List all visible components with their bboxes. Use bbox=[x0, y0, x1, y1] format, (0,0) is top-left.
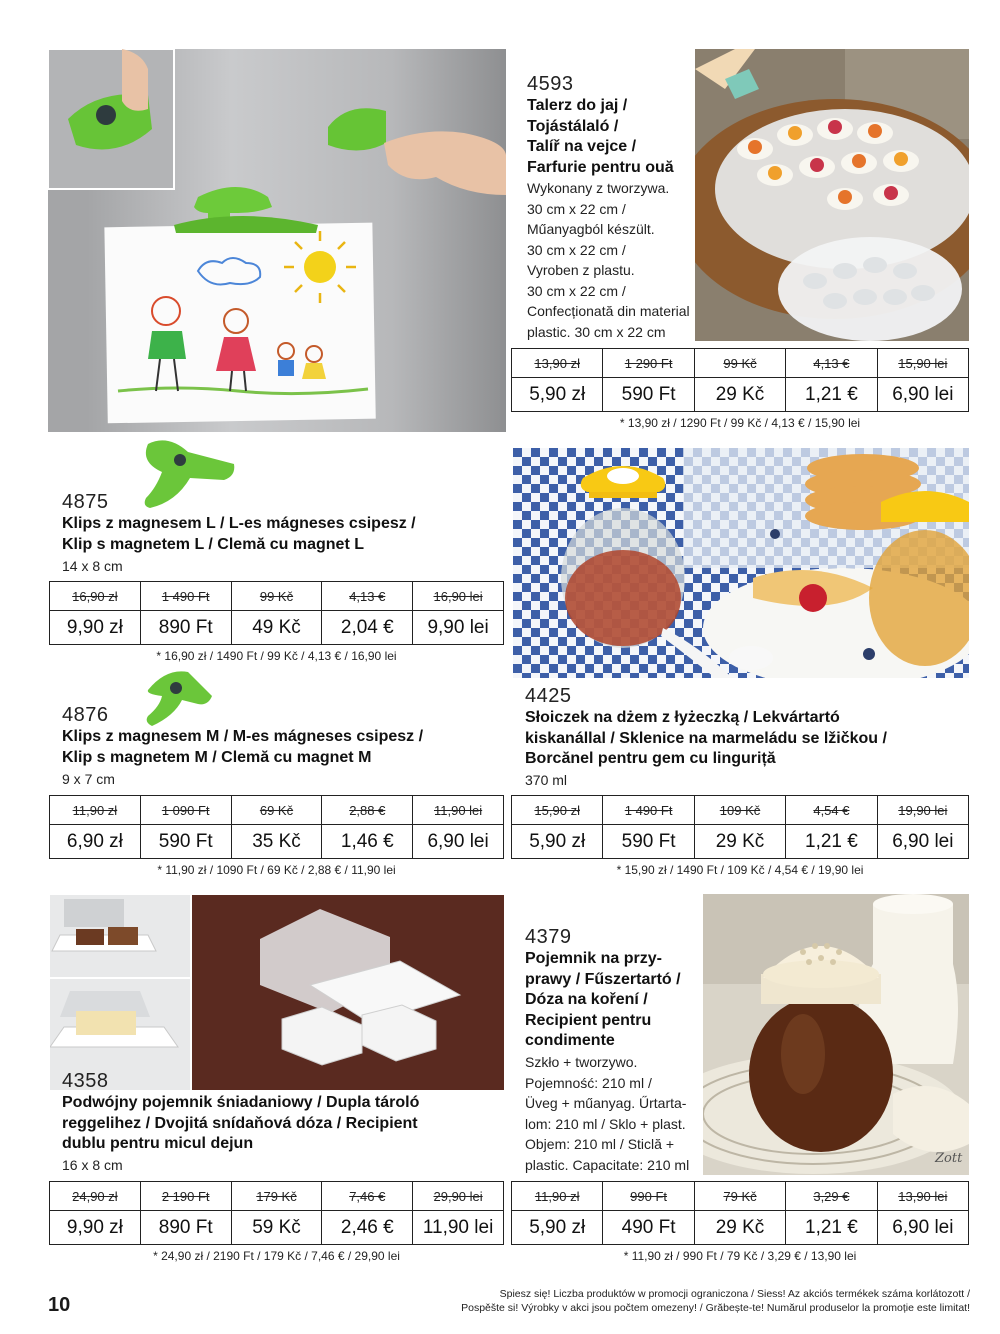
product-title bbox=[527, 96, 697, 178]
old-price: 16,90 zł bbox=[72, 588, 118, 604]
new-price-row bbox=[50, 1211, 503, 1244]
desc-line: Wykonany z tworzywa. bbox=[527, 180, 670, 196]
desc-line: Vyroben z plastu. bbox=[527, 262, 635, 278]
old-price-cell bbox=[231, 1182, 322, 1210]
clip-l-photo bbox=[140, 434, 240, 514]
old-price: 99 Kč bbox=[723, 355, 757, 371]
old-price-row bbox=[50, 582, 503, 611]
old-price: 1 090 Ft bbox=[161, 802, 210, 818]
new-price-cell bbox=[50, 825, 140, 858]
new-price: 9,90 zł bbox=[66, 616, 123, 638]
product-title bbox=[62, 514, 502, 555]
new-price: 1,21 € bbox=[805, 830, 858, 852]
product-description bbox=[62, 1155, 123, 1176]
new-price-row bbox=[512, 1211, 968, 1244]
price-note: * 15,90 zł / 1490 Ft / 109 Kč / 4,54 € / 19,90 lei bbox=[616, 863, 864, 877]
old-price: 16,90 lei bbox=[433, 588, 483, 604]
old-price-cell bbox=[785, 349, 876, 377]
old-price: 79 Kč bbox=[723, 1188, 757, 1204]
new-price-cell bbox=[877, 825, 968, 858]
new-price: 490 Ft bbox=[621, 1216, 676, 1238]
old-price: 2,88 € bbox=[349, 802, 386, 818]
new-price-row bbox=[50, 825, 503, 858]
price-note: * 16,90 zł / 1490 Ft / 99 Kč / 4,13 € / 16,90 lei bbox=[156, 649, 397, 663]
title-line: Talíř na vejce / bbox=[527, 138, 637, 155]
old-price-row bbox=[50, 1182, 503, 1211]
new-price-row bbox=[512, 825, 968, 858]
price-note: * 11,90 zł / 1090 Ft / 69 Kč / 2,88 € / 11,90 lei bbox=[157, 863, 396, 877]
desc-line: 30 cm x 22 cm / bbox=[527, 282, 626, 299]
title-line: prawy / Fűszertartó / bbox=[525, 970, 681, 988]
title-line: Recipient pentru bbox=[525, 1011, 652, 1029]
old-price: 15,90 lei bbox=[898, 355, 948, 371]
new-price-cell bbox=[140, 611, 231, 644]
title-line: Słoiczek na dżem z łyżeczką / Lekvártartó bbox=[525, 709, 840, 726]
new-price-cell bbox=[512, 1211, 602, 1244]
old-price: 179 Kč bbox=[256, 1188, 297, 1204]
product-description bbox=[527, 178, 697, 342]
title-line: dublu pentru micul dejun bbox=[62, 1135, 254, 1152]
desc-line: 30 cm x 22 cm / bbox=[527, 200, 626, 217]
new-price: 2,04 € bbox=[340, 616, 394, 638]
clip-m-photo bbox=[142, 668, 218, 730]
desc-line: Pojemność: 210 ml / bbox=[525, 1074, 652, 1091]
title-line: Klips z magnesem L / L-es mágneses csipesz / bbox=[62, 515, 416, 532]
old-price-row bbox=[512, 349, 968, 378]
old-price: 7,46 € bbox=[349, 1188, 386, 1204]
old-price-cell bbox=[602, 1182, 693, 1210]
new-price-row bbox=[512, 378, 968, 411]
old-price-cell bbox=[694, 349, 785, 377]
new-price: 5,90 zł bbox=[529, 383, 586, 405]
new-price: 1,21 € bbox=[805, 383, 858, 405]
new-price: 49 Kč bbox=[252, 616, 301, 638]
new-price-cell bbox=[321, 611, 412, 644]
old-price-cell bbox=[512, 796, 602, 824]
product-code: 4358 bbox=[62, 1070, 109, 1092]
new-price: 1,21 € bbox=[805, 1216, 858, 1238]
title-line: Borcănel pentru gem cu linguriță bbox=[525, 750, 776, 767]
old-price-cell bbox=[412, 582, 503, 610]
desc-line: 30 cm x 22 cm / bbox=[527, 241, 626, 258]
price-note: * 24,90 zł / 2190 Ft / 179 Kč / 7,46 € / 29,90 lei bbox=[153, 1249, 400, 1263]
new-price-cell bbox=[694, 1211, 785, 1244]
product-title bbox=[62, 727, 502, 768]
old-price-cell bbox=[602, 349, 693, 377]
price-note: * 13,90 zł / 1290 Ft / 99 Kč / 4,13 € / 15,90 lei bbox=[619, 416, 861, 430]
new-price: 35 Kč bbox=[252, 830, 301, 852]
new-price-cell bbox=[50, 611, 140, 644]
desc-line: Confecționată din material bbox=[527, 303, 690, 319]
old-price: 15,90 zł bbox=[534, 802, 580, 818]
old-price: 1 290 Ft bbox=[624, 355, 673, 371]
old-price-cell bbox=[140, 1182, 231, 1210]
old-price-row bbox=[512, 1182, 968, 1211]
desc-line: Objem: 210 ml / Sticlă + bbox=[525, 1136, 675, 1152]
title-line: Klips z magnesem M / M-es mágneses csipesz / bbox=[62, 728, 424, 745]
old-price-cell bbox=[512, 349, 602, 377]
old-price-cell bbox=[877, 349, 968, 377]
new-price-cell bbox=[512, 825, 602, 858]
old-price-cell bbox=[321, 582, 412, 610]
desc-line: 9 x 7 cm bbox=[62, 771, 115, 787]
old-price-cell bbox=[321, 1182, 412, 1210]
desc-line: 14 x 8 cm bbox=[62, 558, 123, 574]
new-price-cell bbox=[694, 378, 785, 411]
title-line: Klip s magnetem M / Clemă cu magnet M bbox=[62, 748, 372, 766]
title-line: Podwójny pojemnik śniadaniowy / Dupla tároló bbox=[62, 1094, 420, 1111]
new-price: 29 Kč bbox=[715, 830, 765, 852]
old-price-cell bbox=[785, 1182, 876, 1210]
old-price-cell bbox=[50, 1182, 140, 1210]
price-table bbox=[511, 348, 969, 412]
product-code: 4876 bbox=[62, 704, 109, 726]
footer-line: Pospěšte si! Výrobky v akci jsou počtem omezeny! / Grăbește-te! Numărul produselor la promoție este limitat! bbox=[461, 1302, 970, 1314]
desc-line: 370 ml bbox=[525, 772, 568, 788]
new-price: 6,90 zł bbox=[66, 830, 123, 852]
new-price-cell bbox=[694, 825, 785, 858]
new-price: 590 Ft bbox=[621, 383, 676, 405]
new-price-row bbox=[50, 611, 503, 644]
old-price: 1 490 Ft bbox=[624, 802, 673, 818]
old-price-cell bbox=[50, 796, 140, 824]
old-price-cell bbox=[512, 1182, 602, 1210]
product-code: 4593 bbox=[527, 73, 574, 95]
desc-line: 16 x 8 cm bbox=[62, 1157, 123, 1173]
new-price: 6,90 lei bbox=[892, 1216, 954, 1238]
new-price: 2,46 € bbox=[340, 1216, 394, 1238]
new-price: 890 Ft bbox=[158, 1216, 213, 1238]
old-price-cell bbox=[140, 796, 231, 824]
old-price: 13,90 lei bbox=[898, 1188, 948, 1204]
new-price-cell bbox=[231, 825, 322, 858]
page-number: 10 bbox=[48, 1294, 71, 1316]
old-price: 4,13 € bbox=[349, 588, 386, 604]
product-title bbox=[525, 949, 705, 1052]
old-price: 29,90 lei bbox=[433, 1188, 483, 1204]
old-price-cell bbox=[412, 796, 503, 824]
product-title bbox=[62, 1093, 502, 1155]
title-line: Tojástálaló / bbox=[527, 117, 619, 135]
new-price-cell bbox=[602, 378, 693, 411]
old-price: 11,90 zł bbox=[534, 1188, 580, 1204]
new-price: 29 Kč bbox=[715, 1216, 765, 1238]
new-price-cell bbox=[321, 825, 412, 858]
old-price-row bbox=[512, 796, 968, 825]
new-price-cell bbox=[140, 1211, 231, 1244]
old-price: 4,54 € bbox=[813, 802, 850, 818]
title-line: Pojemnik na przy- bbox=[525, 950, 662, 967]
old-price: 69 Kč bbox=[259, 802, 294, 818]
old-price-cell bbox=[140, 582, 231, 610]
product-description bbox=[62, 556, 123, 577]
new-price-cell bbox=[50, 1211, 140, 1244]
new-price: 5,90 zł bbox=[529, 830, 586, 852]
old-price-cell bbox=[602, 796, 693, 824]
product-description bbox=[62, 769, 115, 790]
product-title bbox=[525, 708, 965, 770]
title-line: Farfurie pentru ouă bbox=[527, 158, 674, 176]
bottle-label: Zott bbox=[935, 1151, 963, 1166]
desc-line: plastic. Capacitate: 210 ml bbox=[525, 1156, 690, 1173]
old-price: 1 490 Ft bbox=[161, 588, 210, 604]
title-line: kiskanállal / Sklenice na marmeládu se lžičkou / bbox=[525, 729, 887, 747]
new-price-cell bbox=[785, 1211, 876, 1244]
magnetic-clips-photo bbox=[48, 49, 506, 432]
new-price: 29 Kč bbox=[715, 383, 765, 405]
footer-line: Spiesz się! Liczba produktów w promocji ograniczona / Siess! Az akciós termékek száma korlátozott / bbox=[499, 1288, 970, 1300]
new-price-cell bbox=[602, 825, 693, 858]
new-price: 11,90 lei bbox=[422, 1216, 494, 1238]
desc-line: plastic. 30 cm x 22 cm bbox=[527, 323, 666, 340]
old-price: 11,90 lei bbox=[433, 802, 483, 818]
footer-disclaimer bbox=[410, 1287, 970, 1315]
product-code: 4875 bbox=[62, 491, 109, 513]
old-price-cell bbox=[231, 582, 322, 610]
old-price: 24,90 zł bbox=[72, 1188, 118, 1204]
new-price-cell bbox=[412, 825, 503, 858]
new-price-cell bbox=[412, 611, 503, 644]
new-price-cell bbox=[512, 378, 602, 411]
new-price: 9,90 zł bbox=[66, 1216, 123, 1238]
product-description bbox=[525, 770, 567, 791]
old-price-cell bbox=[785, 796, 876, 824]
old-price-cell bbox=[412, 1182, 503, 1210]
new-price: 6,90 lei bbox=[892, 383, 954, 405]
old-price: 19,90 lei bbox=[898, 802, 948, 818]
jam-jar-photo bbox=[513, 448, 969, 678]
old-price: 11,90 zł bbox=[72, 802, 118, 818]
title-line: condimente bbox=[525, 1032, 615, 1049]
egg-plate-photo bbox=[695, 49, 969, 341]
new-price-cell bbox=[877, 378, 968, 411]
desc-line: Üveg + műanyag. Űrtarta- bbox=[525, 1095, 687, 1111]
breakfast-container-photo bbox=[50, 895, 504, 1090]
new-price-cell bbox=[412, 1211, 503, 1244]
old-price-cell bbox=[321, 796, 412, 824]
price-table bbox=[49, 581, 504, 645]
old-price-cell bbox=[877, 796, 968, 824]
old-price: 99 Kč bbox=[259, 588, 294, 604]
price-table bbox=[511, 795, 969, 859]
new-price: 6,90 lei bbox=[427, 830, 489, 852]
price-note: * 11,90 zł / 990 Ft / 79 Kč / 3,29 € / 13,90 lei bbox=[623, 1249, 857, 1263]
old-price-cell bbox=[694, 796, 785, 824]
old-price-cell bbox=[231, 796, 322, 824]
desc-line: lom: 210 ml / Sklo + plast. bbox=[525, 1115, 686, 1132]
new-price-cell bbox=[140, 825, 231, 858]
new-price: 890 Ft bbox=[158, 616, 213, 638]
new-price: 59 Kč bbox=[252, 1216, 301, 1238]
product-description bbox=[525, 1052, 705, 1175]
old-price-cell bbox=[877, 1182, 968, 1210]
old-price: 109 Kč bbox=[719, 802, 761, 818]
new-price-cell bbox=[785, 378, 876, 411]
product-code: 4425 bbox=[525, 685, 572, 707]
new-price: 6,90 lei bbox=[892, 830, 954, 852]
old-price: 4,13 € bbox=[813, 355, 850, 371]
new-price: 9,90 lei bbox=[427, 616, 489, 638]
product-code: 4379 bbox=[525, 926, 572, 948]
title-line: Klip s magnetem L / Clemă cu magnet L bbox=[62, 535, 364, 553]
old-price: 3,29 € bbox=[813, 1188, 850, 1204]
old-price-cell bbox=[694, 1182, 785, 1210]
desc-line: Szkło + tworzywo. bbox=[525, 1054, 638, 1070]
new-price-cell bbox=[231, 1211, 322, 1244]
new-price-cell bbox=[877, 1211, 968, 1244]
new-price: 1,46 € bbox=[340, 830, 394, 852]
price-table bbox=[49, 1181, 504, 1245]
spice-container-photo bbox=[703, 894, 969, 1175]
new-price-cell bbox=[231, 611, 322, 644]
price-table bbox=[511, 1181, 969, 1245]
title-line: Dóza na koření / bbox=[525, 991, 648, 1008]
old-price: 990 Ft bbox=[630, 1188, 668, 1204]
old-price-row bbox=[50, 796, 503, 825]
old-price: 13,90 zł bbox=[534, 355, 580, 371]
new-price-cell bbox=[785, 825, 876, 858]
title-line: Talerz do jaj / bbox=[527, 97, 628, 114]
new-price: 590 Ft bbox=[158, 830, 213, 852]
desc-line: Műanyagból készült. bbox=[527, 221, 655, 237]
new-price: 590 Ft bbox=[621, 830, 676, 852]
old-price-cell bbox=[50, 582, 140, 610]
new-price: 5,90 zł bbox=[529, 1216, 586, 1238]
old-price: 2 190 Ft bbox=[161, 1188, 210, 1204]
title-line: reggelihez / Dvojitá snídaňová dóza / Recipient bbox=[62, 1114, 418, 1132]
new-price-cell bbox=[602, 1211, 693, 1244]
new-price-cell bbox=[321, 1211, 412, 1244]
price-table bbox=[49, 795, 504, 859]
